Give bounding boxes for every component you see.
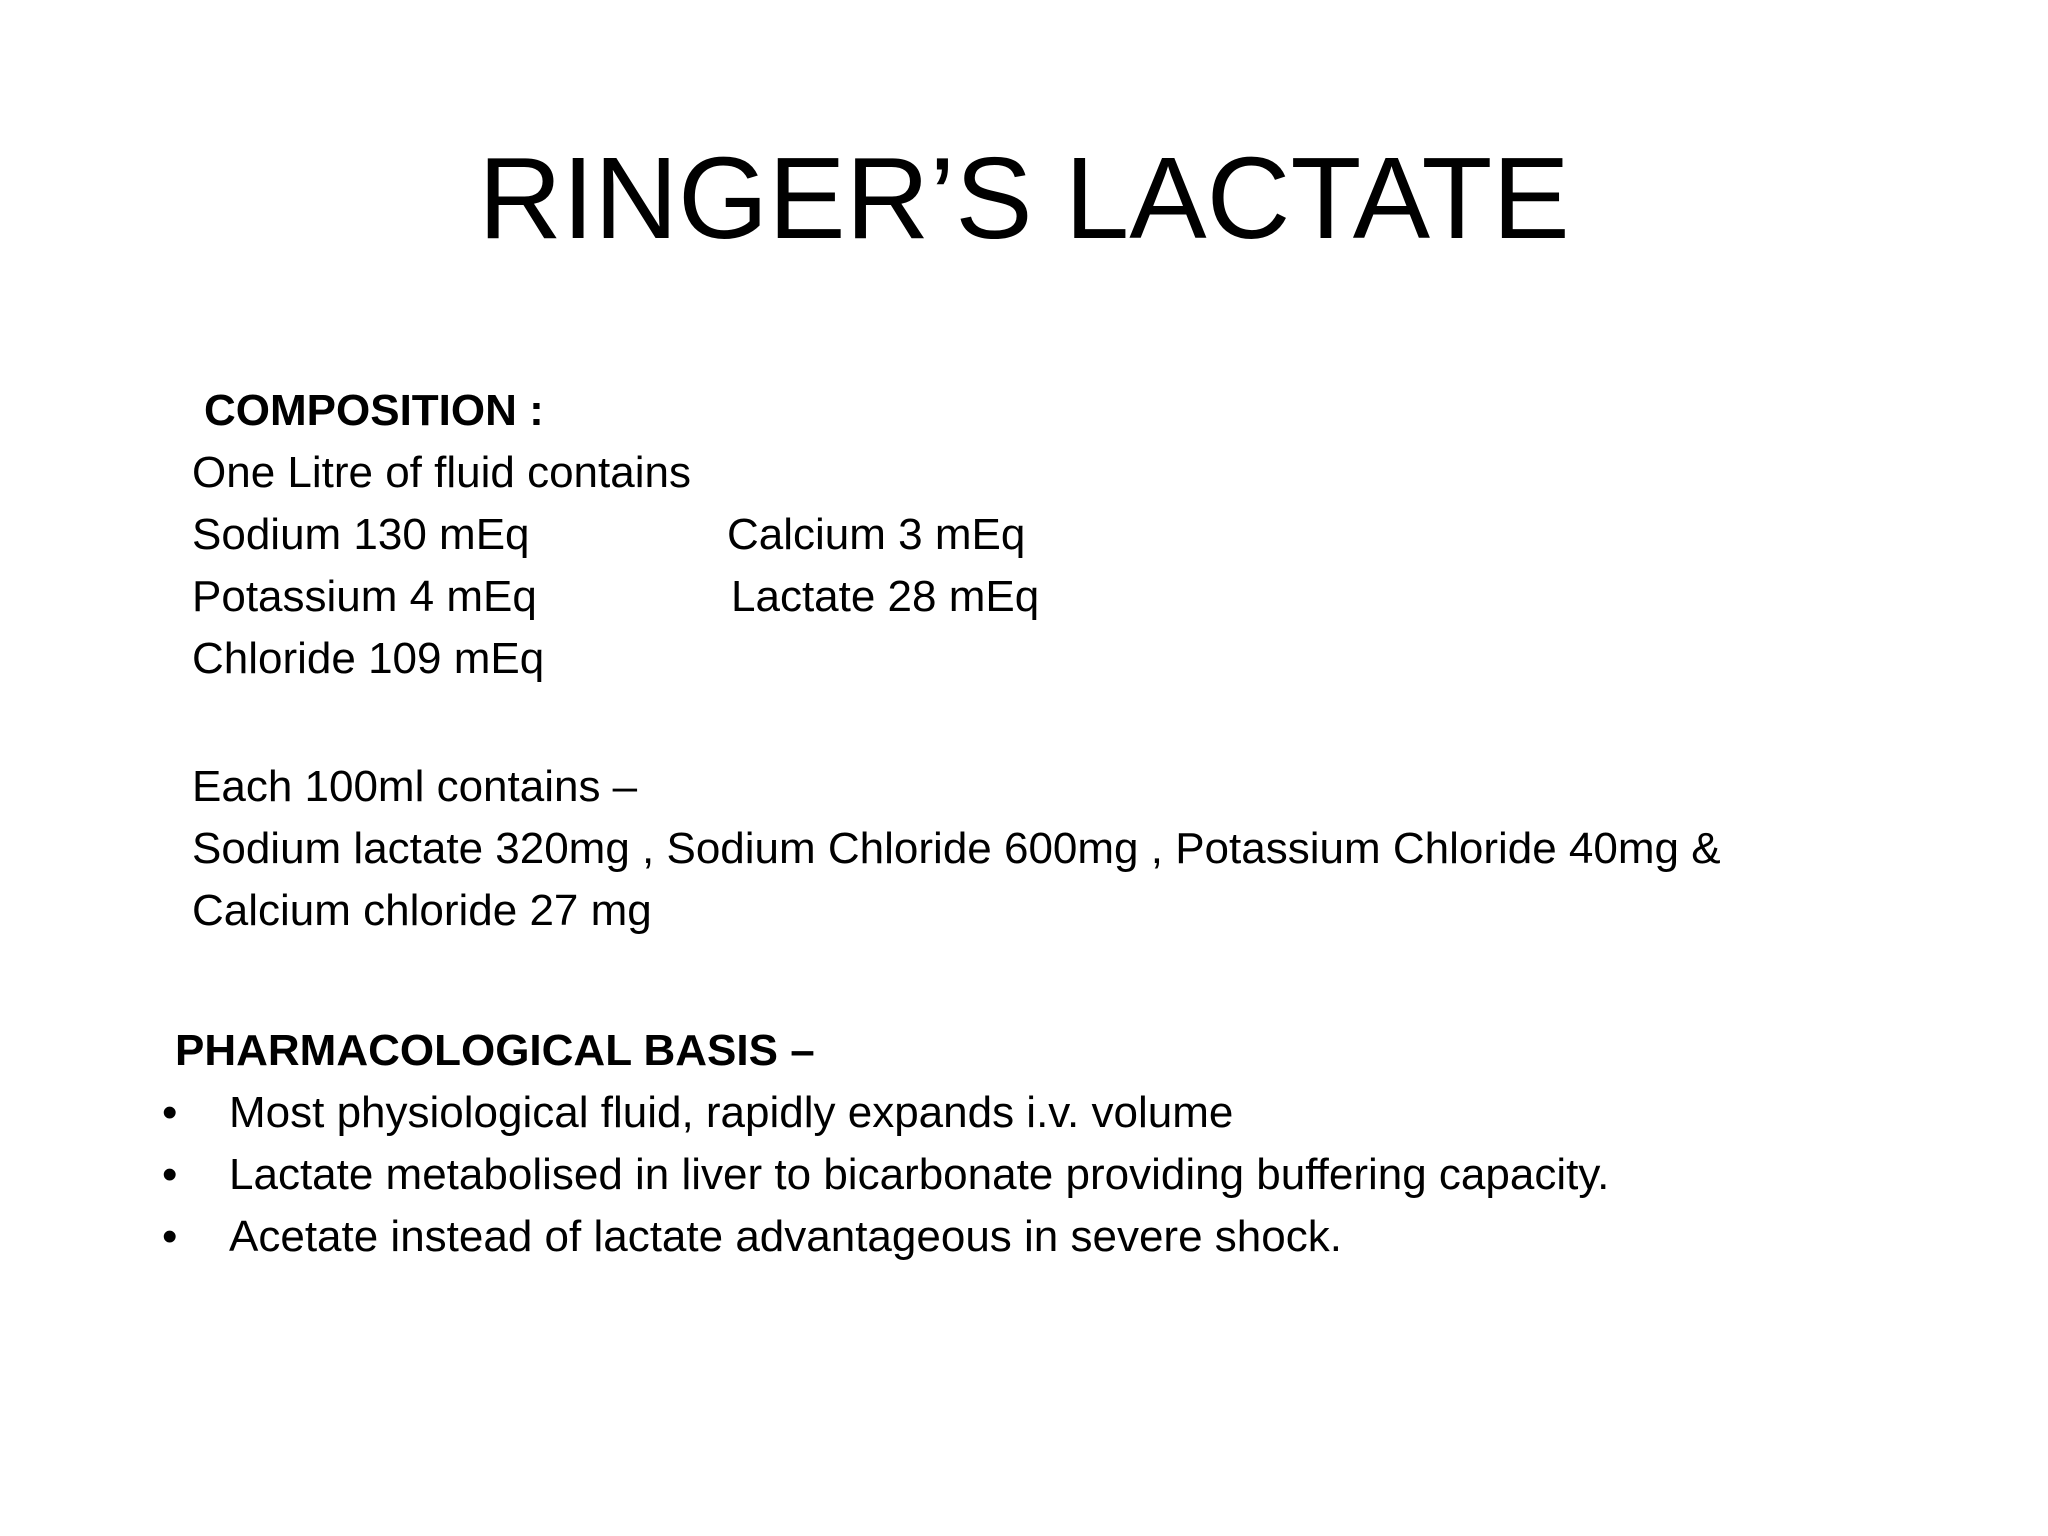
bullet-dot-icon: • <box>162 1212 178 1261</box>
composition-item-potassium: Potassium 4 mEq <box>192 572 537 621</box>
pharmacological-heading: PHARMACOLOGICAL BASIS – <box>175 1026 815 1075</box>
pharmacological-bullet-1: Most physiological fluid, rapidly expands i.v. volume <box>229 1088 1234 1137</box>
composition-item-lactate: Lactate 28 mEq <box>731 572 1040 621</box>
each-100ml-line-1: Sodium lactate 320mg , Sodium Chloride 600mg , Potassium Chloride 40mg & <box>192 824 1721 873</box>
composition-heading: COMPOSITION : <box>204 386 544 435</box>
bullet-dot-icon: • <box>162 1088 178 1137</box>
each-100ml-intro: Each 100ml contains – <box>192 762 638 811</box>
pharmacological-bullet-3: Acetate instead of lactate advantageous in severe shock. <box>229 1212 1342 1261</box>
bullet-dot-icon: • <box>162 1150 178 1199</box>
composition-item-sodium: Sodium 130 mEq <box>192 510 530 559</box>
each-100ml-line-2: Calcium chloride 27 mg <box>192 886 652 935</box>
pharmacological-bullet-2: Lactate metabolised in liver to bicarbonate providing buffering capacity. <box>229 1150 1610 1199</box>
slide-title: RINGER’S LACTATE <box>478 133 1570 263</box>
composition-item-calcium: Calcium 3 mEq <box>727 510 1026 559</box>
composition-intro: One Litre of fluid contains <box>192 448 691 497</box>
composition-item-chloride: Chloride 109 mEq <box>192 634 545 683</box>
